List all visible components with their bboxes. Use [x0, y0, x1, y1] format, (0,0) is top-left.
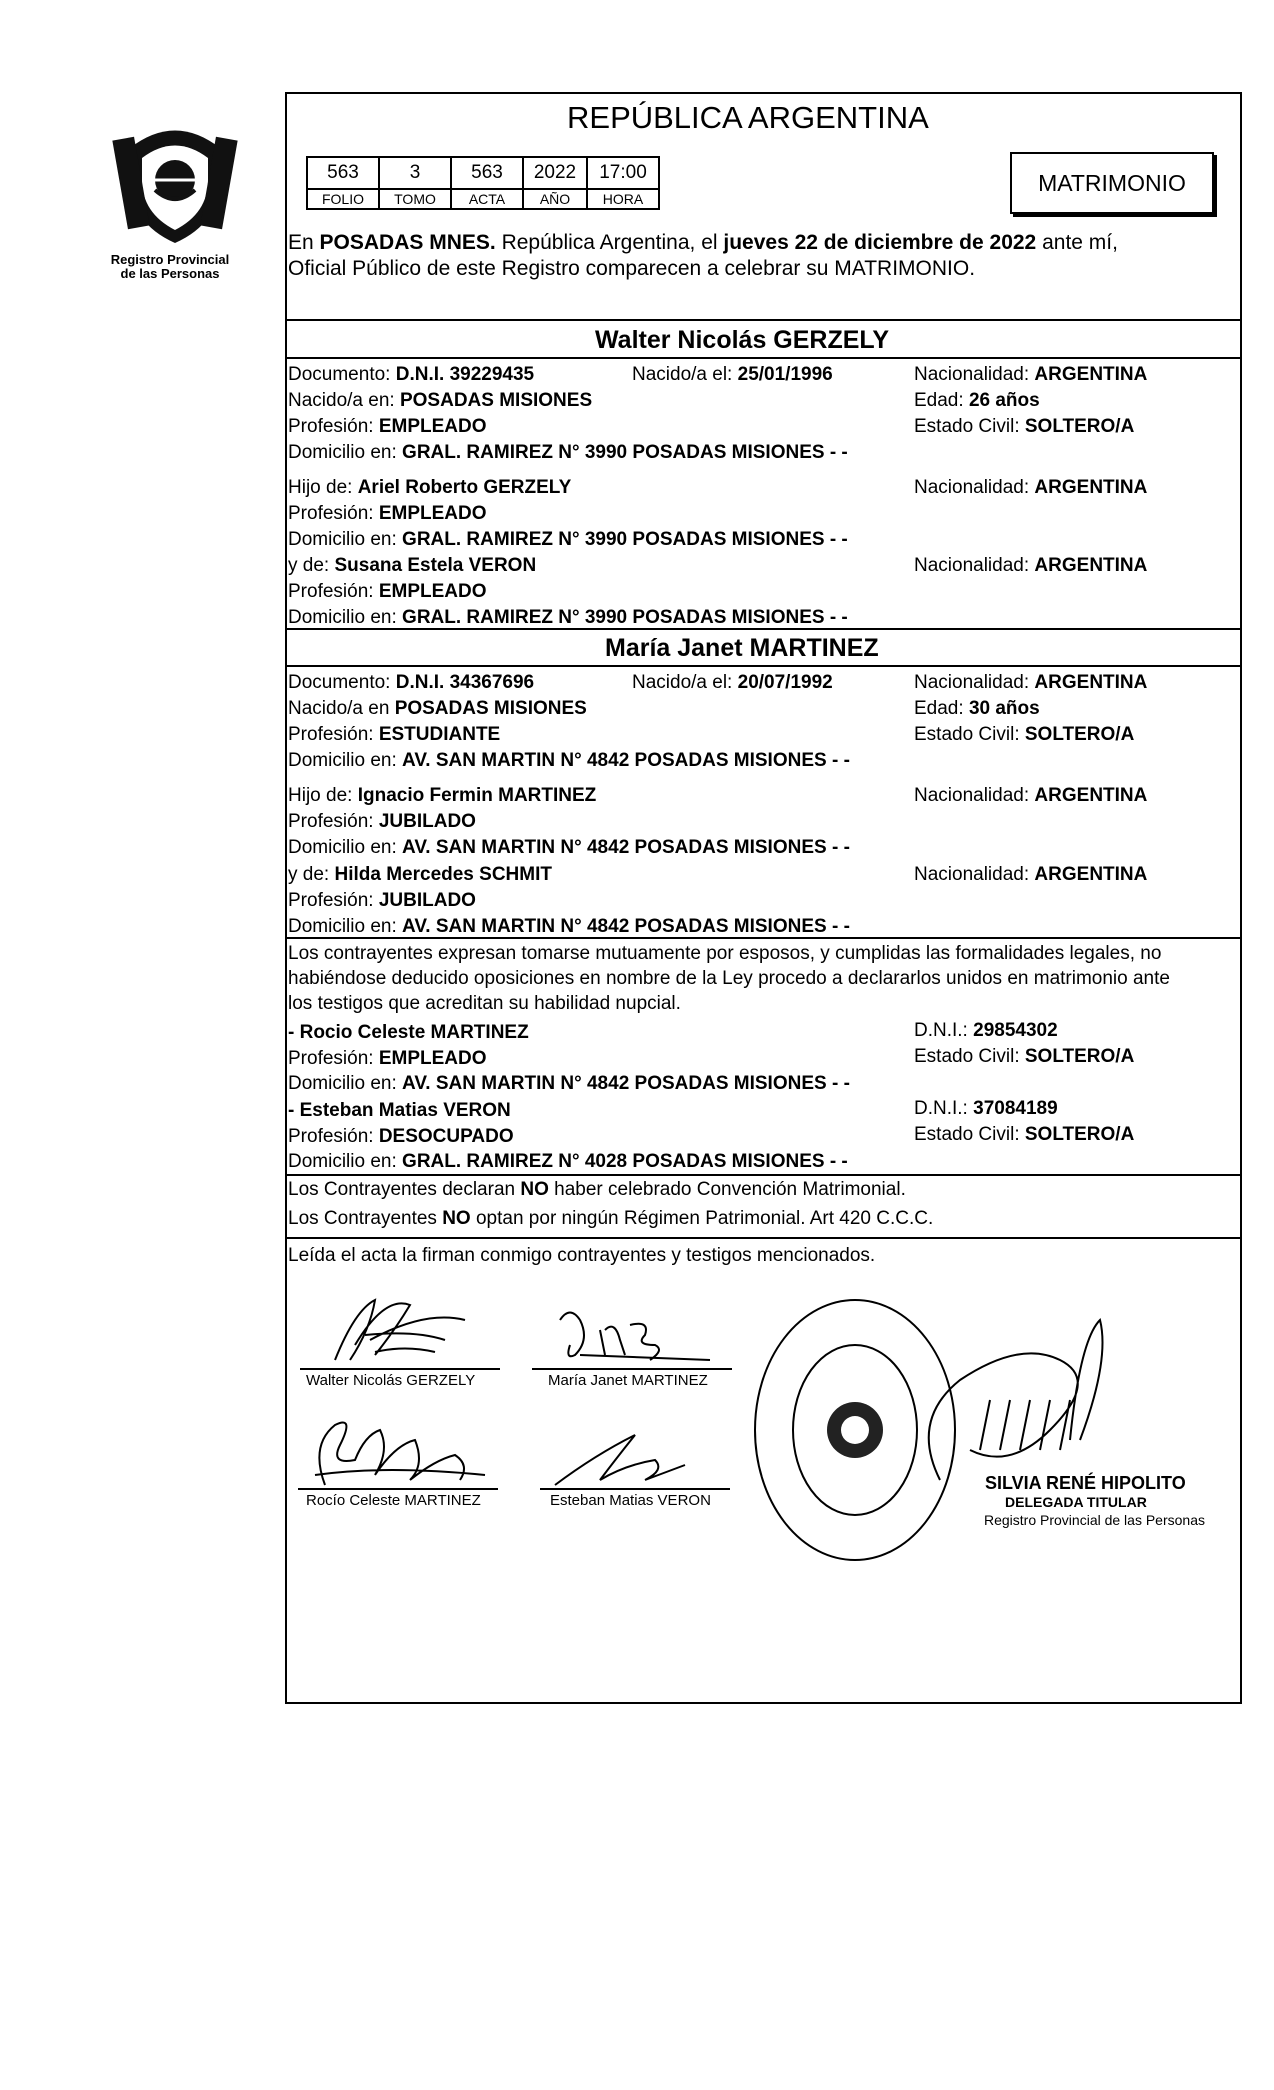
spouse1-mother-nationality: Nacionalidad: ARGENTINA	[914, 555, 1148, 576]
year-label: AÑO	[523, 189, 587, 209]
folio-label: FOLIO	[307, 189, 379, 209]
spouse1-nationality: Nacionalidad: ARGENTINA	[914, 364, 1148, 385]
witness1-dni: D.N.I.: 29854302	[914, 1020, 1058, 1041]
spouse1-document: Documento: D.N.I. 39229435	[288, 364, 535, 385]
official-office: Registro Provincial de las Personas	[984, 1512, 1205, 1528]
official-signature-icon	[900, 1300, 1160, 1500]
divider-2	[285, 357, 1240, 359]
witness1-name: - Rocio Celeste MARTINEZ	[288, 1022, 529, 1043]
registry-logo	[100, 118, 250, 288]
spouse2-civil-status: Estado Civil: SOLTERO/A	[914, 724, 1135, 745]
spouse2-profession: Profesión: ESTUDIANTE	[288, 724, 501, 745]
hour-label: HORA	[587, 189, 659, 209]
signature-label-1: Walter Nicolás GERZELY	[306, 1372, 476, 1389]
signature-label-2: María Janet MARTINEZ	[548, 1372, 708, 1389]
official-name: SILVIA RENÉ HIPOLITO	[985, 1473, 1186, 1493]
province-emblem-icon	[100, 118, 250, 248]
reading-statement: Leída el acta la firman conmigo contrayentes y testigos mencionados.	[288, 1245, 876, 1266]
act-type-label: MATRIMONIO	[1038, 169, 1186, 196]
spouse1-mother-profession: Profesión: EMPLEADO	[288, 581, 487, 602]
spouse1-civil-status: Estado Civil: SOLTERO/A	[914, 416, 1135, 437]
spouse2-father: Hijo de: Ignacio Fermin MARTINEZ	[288, 785, 597, 806]
witness2-name: - Esteban Matias VERON	[288, 1100, 511, 1121]
act-type-box	[1010, 152, 1214, 214]
intro-text-b: República Argentina, el	[495, 231, 724, 254]
folio-value: 563	[307, 157, 379, 189]
tomo-label: TOMO	[379, 189, 451, 209]
spouse2-name: María Janet MARTINEZ	[605, 634, 879, 662]
spouse2-father-profession: Profesión: JUBILADO	[288, 811, 476, 832]
signature-label-4: Esteban Matias VERON	[550, 1492, 711, 1509]
spouse2-father-nationality: Nacionalidad: ARGENTINA	[914, 785, 1148, 806]
declaration-line-1: Los contrayentes expresan tomarse mutuamente por esposos, y cumplidas las formalidades legales, no	[288, 943, 1162, 964]
spouse2-mother-profession: Profesión: JUBILADO	[288, 890, 476, 911]
page-title: REPÚBLICA ARGENTINA	[567, 100, 929, 135]
intro-place: POSADAS MNES.	[319, 231, 496, 254]
spouse1-mother-address: Domicilio en: GRAL. RAMIREZ N° 3990 POSADAS MISIONES - -	[288, 607, 848, 628]
spouse2-age: Edad: 30 años	[914, 698, 1040, 719]
spouse2-document: Documento: D.N.I. 34367696	[288, 672, 535, 693]
hour-value: 17:00	[587, 157, 659, 189]
declaration-line-2: habiéndose deducido oposiciones en nombre de la Ley procedo a declararlos unidos en matrimonio ante	[288, 968, 1170, 989]
logo-line-2: de las Personas	[120, 266, 220, 281]
spouse2-mother-address: Domicilio en: AV. SAN MARTIN N° 4842 POSADAS MISIONES - -	[288, 916, 850, 937]
official-role: DELEGADA TITULAR	[1005, 1494, 1147, 1510]
divider-5	[285, 937, 1240, 939]
witness1-address: Domicilio en: AV. SAN MARTIN N° 4842 POSADAS MISIONES - -	[288, 1073, 850, 1094]
spouse2-mother: y de: Hilda Mercedes SCHMIT	[288, 864, 552, 885]
spouse1-birthdate: Nacido/a el: 25/01/1996	[632, 364, 833, 385]
signature-line-2	[532, 1368, 732, 1370]
spouse2-mother-nationality: Nacionalidad: ARGENTINA	[914, 864, 1148, 885]
witness2-dni: D.N.I.: 37084189	[914, 1098, 1058, 1119]
intro-line-1	[288, 231, 1118, 255]
registry-numbers-table	[306, 156, 660, 210]
declaration-line-3: los testigos que acreditan su habilidad nupcial.	[288, 993, 681, 1014]
signature-maria-icon	[540, 1300, 730, 1370]
acta-value: 563	[451, 157, 523, 189]
intro-text-a: En	[288, 231, 320, 254]
acta-label: ACTA	[451, 189, 523, 209]
witness2-profession: Profesión: DESOCUPADO	[288, 1126, 514, 1147]
signature-line-4	[540, 1488, 730, 1490]
convention-line-1: Los Contrayentes declaran NO haber celebrado Convención Matrimonial.	[288, 1179, 906, 1200]
spouse1-birthplace: Nacido/a en: POSADAS MISIONES	[288, 390, 593, 411]
divider-3	[285, 628, 1240, 630]
divider-7	[285, 1237, 1240, 1239]
divider-1	[285, 319, 1240, 321]
spouse2-address: Domicilio en: AV. SAN MARTIN N° 4842 POSADAS MISIONES - -	[288, 750, 850, 771]
spouse1-mother: y de: Susana Estela VERON	[288, 555, 537, 576]
spouse1-father: Hijo de: Ariel Roberto GERZELY	[288, 477, 572, 498]
signature-line-1	[300, 1368, 500, 1370]
spouse2-birthplace: Nacido/a en POSADAS MISIONES	[288, 698, 587, 719]
witness2-civil-status: Estado Civil: SOLTERO/A	[914, 1124, 1135, 1145]
spouse1-father-profession: Profesión: EMPLEADO	[288, 503, 487, 524]
witness1-profession: Profesión: EMPLEADO	[288, 1048, 487, 1069]
year-value: 2022	[523, 157, 587, 189]
signature-walter-icon	[315, 1290, 495, 1370]
spouse1-age: Edad: 26 años	[914, 390, 1040, 411]
witness2-address: Domicilio en: GRAL. RAMIREZ N° 4028 POSADAS MISIONES - -	[288, 1151, 848, 1172]
spouse2-father-address: Domicilio en: AV. SAN MARTIN N° 4842 POSADAS MISIONES - -	[288, 837, 850, 858]
divider-6	[285, 1174, 1240, 1176]
spouse1-address: Domicilio en: GRAL. RAMIREZ N° 3990 POSADAS MISIONES - -	[288, 442, 848, 463]
intro-line-2: Oficial Público de este Registro comparecen a celebrar su MATRIMONIO.	[288, 257, 976, 280]
signature-label-3: Rocío Celeste MARTINEZ	[306, 1492, 481, 1509]
intro-text-c: ante mí,	[1036, 231, 1118, 254]
spouse1-name: Walter Nicolás GERZELY	[595, 326, 890, 354]
logo-line-1: Registro Provincial	[110, 252, 230, 267]
convention-line-2: Los Contrayentes NO optan por ningún Régimen Patrimonial. Art 420 C.C.C.	[288, 1208, 934, 1229]
signature-line-3	[298, 1488, 498, 1490]
spouse1-father-nationality: Nacionalidad: ARGENTINA	[914, 477, 1148, 498]
signature-esteban-icon	[545, 1425, 705, 1495]
witness1-civil-status: Estado Civil: SOLTERO/A	[914, 1046, 1135, 1067]
spouse1-father-address: Domicilio en: GRAL. RAMIREZ N° 3990 POSADAS MISIONES - -	[288, 529, 848, 550]
signature-rocio-icon	[295, 1405, 495, 1495]
spouse1-profession: Profesión: EMPLEADO	[288, 416, 487, 437]
spouse2-birthdate: Nacido/a el: 20/07/1992	[632, 672, 833, 693]
spouse2-nationality: Nacionalidad: ARGENTINA	[914, 672, 1148, 693]
intro-date: jueves 22 de diciembre de 2022	[723, 231, 1037, 254]
divider-4	[285, 665, 1240, 667]
tomo-value: 3	[379, 157, 451, 189]
